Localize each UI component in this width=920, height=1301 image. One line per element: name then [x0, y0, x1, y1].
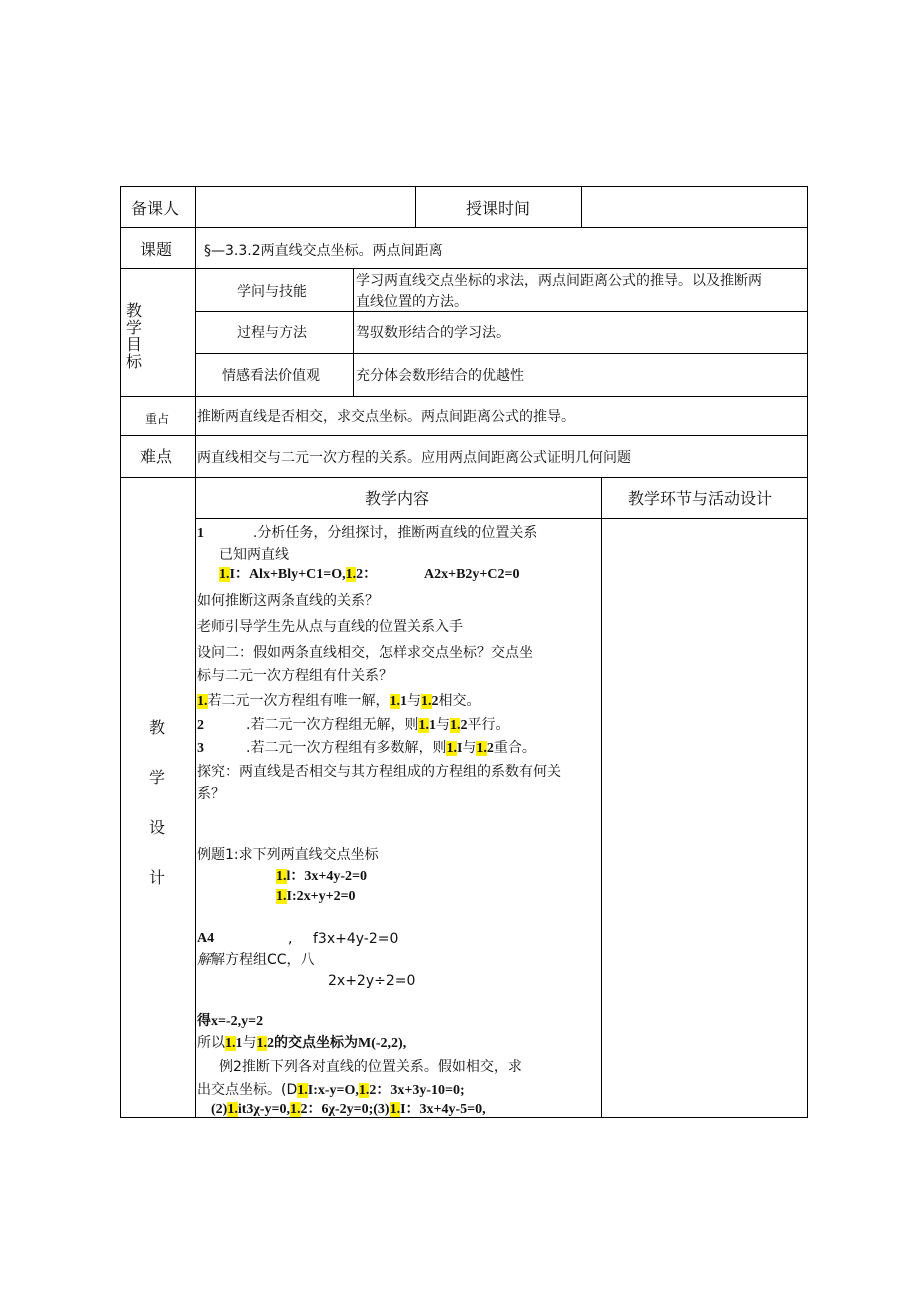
line-index: 2	[486, 741, 494, 756]
section-number: 1	[197, 526, 204, 541]
row-divider	[195, 353, 808, 354]
equation-line	[276, 888, 356, 906]
row-divider	[120, 227, 808, 228]
equation-text: I：Alx+Bly+C1=O,	[229, 567, 346, 582]
content-line: 老师引导学生先从点与直线的位置关系入手	[197, 619, 463, 635]
col-divider	[415, 186, 416, 227]
solution-equation: f3x+4y-2=0	[313, 931, 399, 947]
objective-knowledge-label: 学问与技能	[237, 284, 307, 300]
table-border-left	[120, 186, 121, 1118]
design-label-char: 计	[148, 868, 165, 887]
line-tag: 1.	[225, 1036, 236, 1051]
line-tag: 1.	[446, 741, 457, 756]
example-text: 出交点坐标。(D	[197, 1082, 298, 1098]
line-tag: 1.	[358, 1083, 370, 1098]
key-point-label: 重占	[145, 412, 170, 426]
content-line	[197, 524, 537, 543]
objective-process-label: 过程与方法	[237, 325, 307, 341]
solution-marker: A4	[197, 931, 215, 946]
objectives-label-char: 目	[125, 335, 142, 354]
line-tag: 1.	[256, 1036, 267, 1051]
line-index: 1	[235, 1036, 243, 1051]
col-divider	[601, 477, 602, 1118]
conclusion-text: 所以	[197, 1035, 225, 1051]
table-border-right	[807, 186, 808, 1118]
design-label	[147, 703, 167, 903]
condition-text: .若二元一次方程组有多数解，则	[246, 740, 447, 756]
condition-text: 重合。	[493, 740, 536, 756]
design-label-char: 教	[148, 718, 165, 737]
solution-comma: ,	[288, 931, 293, 947]
example-line	[211, 1101, 486, 1119]
solution-text: 解方程组CC，八	[211, 952, 315, 968]
line-tag: 1.	[345, 567, 357, 582]
objectives-label	[124, 302, 144, 370]
design-label-char: 设	[148, 818, 165, 837]
row-divider	[120, 268, 808, 269]
topic-label: 课题	[140, 240, 173, 259]
objectives-label-char: 学	[125, 318, 142, 337]
equation-line	[219, 566, 377, 584]
line-tag: 1.	[227, 1102, 238, 1117]
equation-text: I：3x+4y-5=0,	[400, 1102, 486, 1117]
solution-line	[197, 951, 315, 969]
example-line	[197, 1081, 465, 1100]
objective-knowledge-text: 学习两直线交点坐标的求法，两点间距离公式的推导。以及推断两	[356, 273, 762, 289]
table-border-top	[120, 186, 808, 187]
line-index: 2	[431, 694, 439, 709]
content-line: 探究：两直线是否相交与其方程组成的方程组的系数有何关	[197, 764, 561, 780]
row-divider	[120, 396, 808, 397]
equation-text: l：3x+4y-2=0	[286, 869, 368, 884]
condition-text: .若二元一次方程组无解，则	[246, 717, 419, 733]
equation-text: I:2x+y+2=0	[286, 889, 356, 904]
line-index: 1	[400, 694, 407, 709]
line-tag: 1.	[276, 869, 287, 884]
conclusion-text: 的交点坐标为M(-2,2),	[274, 1036, 407, 1051]
row-divider	[120, 477, 808, 478]
condition-text: 与	[435, 717, 450, 733]
line-tag: 1.	[290, 1102, 301, 1117]
condition-line	[197, 692, 481, 711]
condition-text: 相交。	[438, 693, 481, 709]
content-line: 标与二元一次方程组有什关系？	[197, 668, 393, 684]
objective-knowledge-text: 直线位置的方法。	[356, 294, 468, 310]
equation-text: 2：	[356, 567, 378, 582]
equation-text: 2：3x+3y-10=0;	[369, 1083, 465, 1098]
row-divider	[195, 518, 808, 519]
objective-attitude-label: 情感看法价值观	[222, 368, 320, 384]
solution-jie: 解	[197, 952, 211, 968]
condition-text: 与	[462, 740, 477, 756]
design-label-char: 学	[148, 768, 165, 787]
line-tag: 1.	[389, 1102, 401, 1117]
row-divider	[195, 311, 808, 312]
line-index: 2	[267, 1036, 274, 1051]
line-tag: 1.	[418, 718, 429, 733]
col-divider	[353, 268, 354, 396]
line-tag: 1.	[476, 741, 487, 756]
equation-text: I:x-y=O,	[307, 1083, 359, 1098]
condition-text: 与	[407, 693, 421, 709]
line-tag: 1.	[276, 889, 287, 904]
objective-attitude-text: 充分体会数形结合的优越性	[356, 368, 524, 384]
solution-result: 得x=-2,y=2	[197, 1014, 264, 1029]
condition-line	[197, 739, 536, 758]
solution-equation: 2x+2y÷2=0	[328, 973, 416, 989]
content-line: 已知两直线	[219, 547, 289, 563]
activity-column-header: 教学环节与活动设计	[628, 489, 773, 508]
example-title: 例题1:求下列两直线交点坐标	[197, 847, 379, 863]
line-index: 1	[428, 718, 436, 733]
equation-line	[276, 868, 367, 886]
line-tag: 1.	[421, 694, 432, 709]
line-tag: 1.	[297, 1083, 308, 1098]
section-text: .分析任务，分组探讨，推断两直线的位置关系	[252, 525, 538, 541]
objectives-label-char: 标	[125, 352, 142, 371]
col-divider	[581, 186, 582, 227]
preparer-label: 备课人	[131, 199, 180, 218]
content-line: 设问二：假如两条直线相交，怎样求交点坐标？交点坐	[197, 645, 533, 661]
example-title: 例2推断下列各对直线的位置关系。假如相交，求	[219, 1059, 522, 1075]
line-index: 2	[460, 718, 468, 733]
condition-text: 若二元一次方程组有唯一解，	[207, 693, 390, 709]
condition-line	[197, 716, 509, 735]
content-column-header: 教学内容	[365, 489, 430, 508]
line-tag: 1.	[449, 718, 461, 733]
key-point-value: 推断两直线是否相交，求交点坐标。两点间距离公式的推导。	[197, 409, 575, 425]
line-index: I	[456, 741, 463, 756]
section-number: 3	[197, 741, 204, 756]
line-tag: 1.	[219, 567, 230, 582]
difficulty-value: 两直线相交与二元一次方程的关系。应用两点间距离公式证明几何问题	[197, 450, 631, 466]
equation-text: A2x+B2y+C2=0	[424, 567, 520, 582]
objectives-label-char: 教	[125, 301, 142, 320]
example-text: (2)	[211, 1102, 228, 1117]
objective-process-text: 驾驭数形结合的学习法。	[356, 325, 510, 341]
content-line: 系？	[197, 786, 225, 802]
equation-text: it3χ-y=0,	[237, 1102, 290, 1117]
teaching-time-label: 授课时间	[466, 199, 531, 218]
content-line: 如何推断这两条直线的关系？	[197, 593, 379, 609]
col-divider	[195, 186, 196, 1118]
difficulty-label: 难点	[140, 447, 173, 466]
topic-value: §—3.3.2两直线交点坐标。两点间距离	[204, 243, 443, 259]
conclusion-text: 与	[242, 1035, 257, 1051]
line-tag: 1.	[197, 694, 208, 709]
line-tag: 1.	[389, 694, 400, 709]
row-divider	[120, 435, 808, 436]
condition-text: 平行。	[467, 717, 510, 733]
section-number: 2	[197, 718, 204, 733]
conclusion-line	[197, 1034, 406, 1053]
equation-text: 2：6χ-2y=0;(3)	[300, 1102, 390, 1117]
